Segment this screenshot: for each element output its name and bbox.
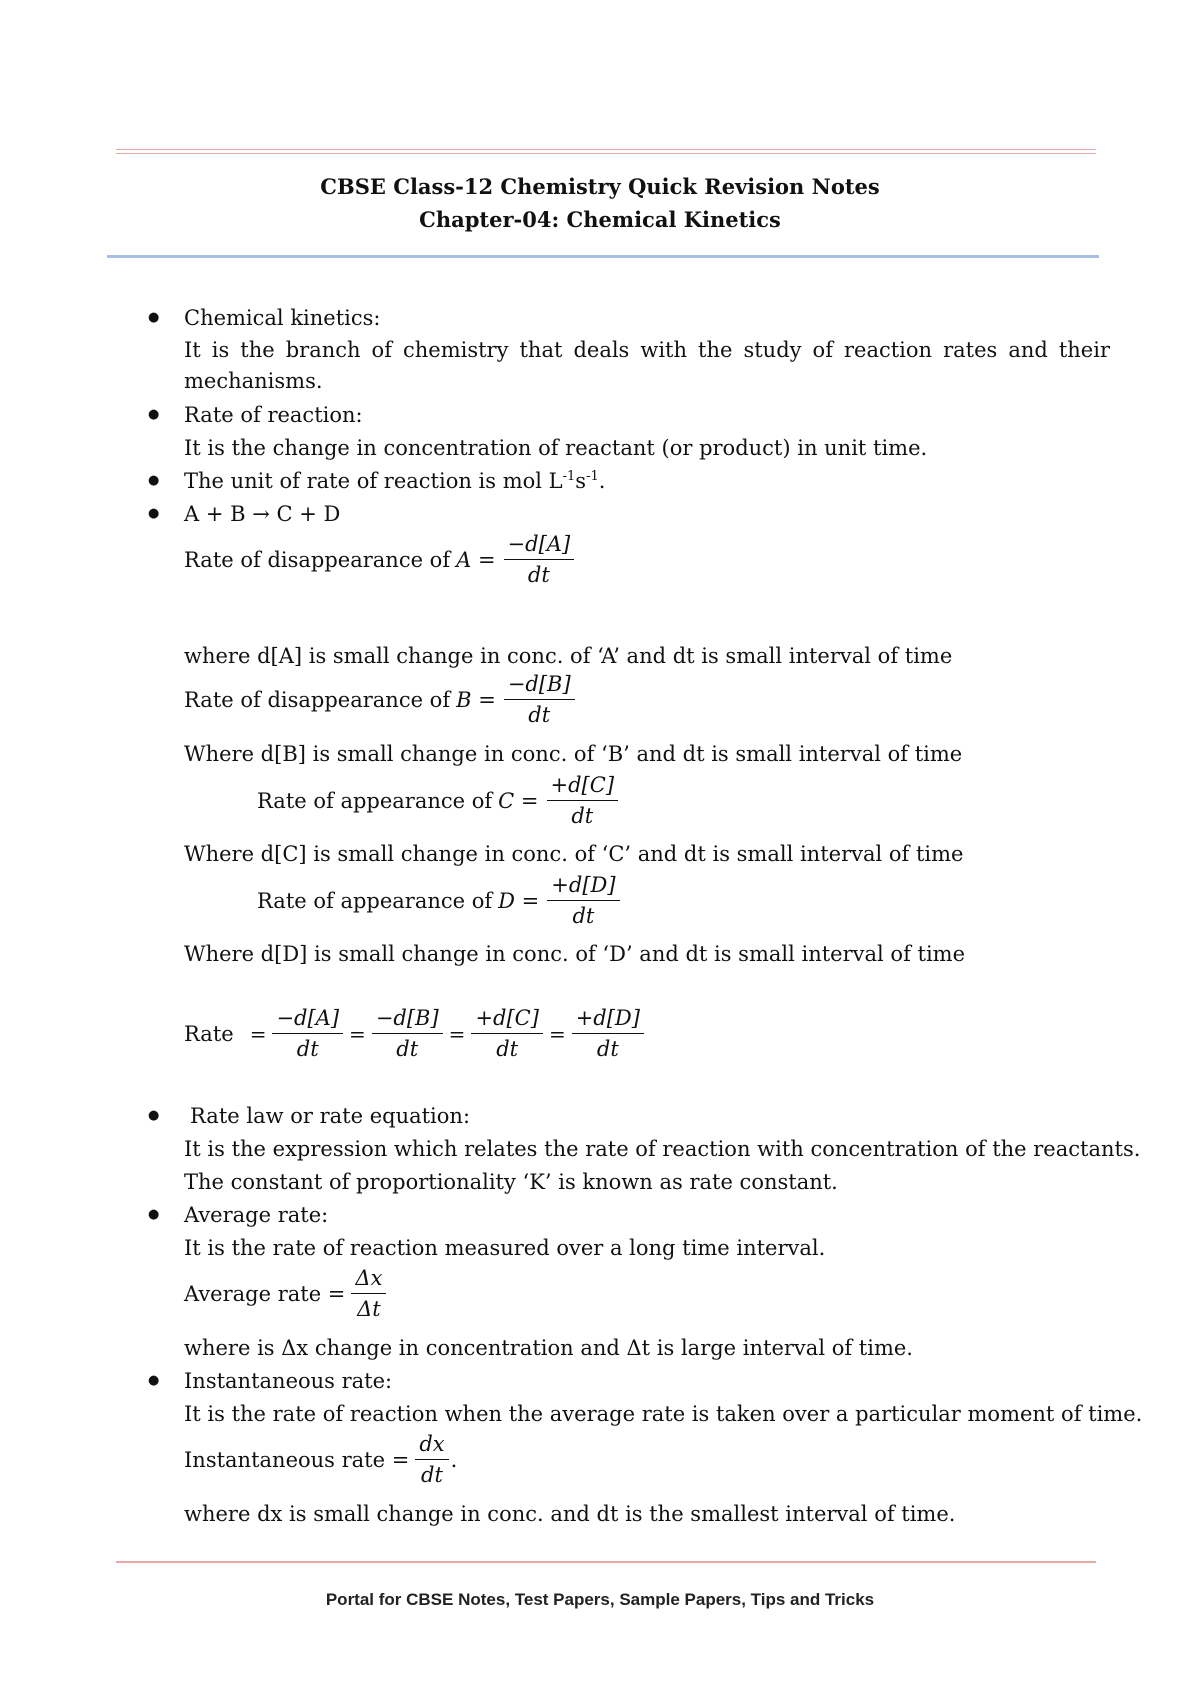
rate-law-heading: Rate law or rate equation:	[190, 1104, 471, 1128]
rate-law-text-1: It is the expression which relates the rate of reaction with concentration of the reactants.	[184, 1137, 1141, 1161]
combined-rate-equation	[184, 1003, 646, 1064]
reaction-equation: A + B → C + D	[184, 502, 341, 526]
dis-a-var: A =	[456, 547, 496, 572]
rate-disappearance-b	[184, 669, 577, 730]
bullet-icon: ●	[148, 1207, 160, 1222]
bullet-icon: ●	[148, 473, 160, 488]
header-rule-top	[116, 149, 1096, 150]
app-c-var: C =	[498, 788, 539, 813]
dis-b-label: Rate of disappearance of	[184, 687, 451, 712]
fraction-numerator: +d[D]	[572, 1003, 644, 1034]
average-text: It is the rate of reaction measured over a long time interval.	[184, 1236, 826, 1260]
fraction-denominator: dt	[421, 1463, 443, 1487]
kinetics-text-1: It is the branch of chemistry that deals with the study of reaction rates and their	[184, 338, 1110, 362]
chapter-title: Chapter-04: Chemical Kinetics	[419, 207, 781, 232]
fraction-denominator: dt	[572, 904, 595, 928]
rate-term-b	[372, 1003, 443, 1064]
fraction-denominator: dt	[571, 804, 594, 828]
document-title: CBSE Class-12 Chemistry Quick Revision Notes	[320, 174, 880, 199]
fraction-denominator: dt	[527, 563, 550, 587]
average-where: where is Δx change in concentration and Δt is large interval of time.	[184, 1336, 913, 1360]
dis-b-fraction	[504, 669, 575, 730]
fraction-numerator: +d[D]	[547, 870, 619, 901]
fraction-numerator: −d[A]	[272, 1003, 343, 1034]
unit-suffix: .	[598, 469, 606, 493]
fraction-numerator: dx	[415, 1429, 448, 1460]
app-c-label: Rate of appearance of	[257, 788, 493, 813]
header-rule-top-second	[116, 153, 1096, 154]
app-d-fraction	[547, 870, 619, 931]
footer-rule	[116, 1561, 1096, 1563]
instant-where: where dx is small change in conc. and dt is the smallest interval of time.	[184, 1502, 956, 1526]
bullet-icon: ●	[148, 407, 160, 422]
fraction-denominator: dt	[496, 1037, 519, 1061]
average-formula-label: Average rate =	[184, 1281, 346, 1306]
unit-mid: s	[575, 469, 587, 493]
header-rule-blue	[107, 255, 1099, 258]
fraction-numerator: −d[B]	[504, 669, 575, 700]
rate-term-c	[471, 1003, 543, 1064]
rate-label: Rate	[184, 1021, 234, 1046]
fraction-numerator: +d[C]	[471, 1003, 543, 1034]
average-heading: Average rate:	[184, 1203, 329, 1227]
equals-sign: =	[249, 1021, 267, 1046]
fraction-denominator: dt	[596, 1037, 619, 1061]
app-c-fraction	[547, 770, 619, 831]
dis-a-fraction	[504, 529, 575, 590]
dis-b-var: B =	[456, 687, 496, 712]
fraction-denominator: Δt	[357, 1297, 381, 1321]
footer-text: Portal for CBSE Notes, Test Papers, Sample Papers, Tips and Tricks	[325, 1590, 875, 1609]
dis-a-label: Rate of disappearance of	[184, 547, 451, 572]
where-c: Where d[C] is small change in conc. of ‘C’ and dt is small interval of time	[184, 842, 964, 866]
rate-heading: Rate of reaction:	[184, 403, 363, 427]
rate-appearance-c	[257, 770, 620, 831]
rate-text: It is the change in concentration of reactant (or product) in unit time.	[184, 436, 928, 460]
unit-exp-1: -1	[562, 469, 576, 484]
instant-fraction	[415, 1429, 448, 1490]
unit-line	[184, 468, 605, 494]
average-rate-formula	[184, 1263, 388, 1324]
fraction-numerator: −d[A]	[504, 529, 575, 560]
bullet-icon: ●	[148, 1373, 160, 1388]
instant-rate-formula	[184, 1429, 457, 1490]
instant-text: It is the rate of reaction when the average rate is taken over a particular moment of time.	[184, 1402, 1143, 1426]
where-b: Where d[B] is small change in conc. of ‘B’ and dt is small interval of time	[184, 742, 963, 766]
bullet-icon: ●	[148, 506, 160, 521]
fraction-denominator: dt	[396, 1037, 419, 1061]
rate-term-a	[272, 1003, 343, 1064]
fraction-denominator: dt	[528, 703, 551, 727]
rate-law-text-2: The constant of proportionality ‘K’ is known as rate constant.	[184, 1170, 838, 1194]
fraction-numerator: +d[C]	[547, 770, 619, 801]
instant-heading: Instantaneous rate:	[184, 1369, 393, 1393]
equals-sign: =	[349, 1021, 366, 1046]
where-a: where d[A] is small change in conc. of ‘A’ and dt is small interval of time	[184, 644, 953, 668]
rate-term-d	[572, 1003, 644, 1064]
bullet-icon: ●	[148, 1108, 160, 1123]
kinetics-heading: Chemical kinetics:	[184, 306, 381, 330]
fraction-numerator: Δx	[351, 1263, 386, 1294]
unit-exp-2: -1	[586, 469, 599, 484]
rate-appearance-d	[257, 870, 622, 931]
app-d-label: Rate of appearance of	[257, 888, 493, 913]
unit-prefix: The unit of rate of reaction is mol L	[184, 469, 563, 493]
kinetics-text-2: mechanisms.	[184, 369, 323, 393]
app-d-var: D =	[498, 888, 540, 913]
average-fraction	[351, 1263, 386, 1324]
where-d: Where d[D] is small change in conc. of ‘D’ and dt is small interval of time	[184, 942, 966, 966]
bullet-icon: ●	[148, 310, 160, 325]
rate-disappearance-a	[184, 529, 576, 590]
instant-dot: .	[450, 1447, 458, 1472]
fraction-denominator: dt	[296, 1037, 319, 1061]
equals-sign: =	[548, 1021, 566, 1046]
instant-formula-label: Instantaneous rate =	[184, 1447, 410, 1472]
equals-sign: =	[448, 1021, 466, 1046]
fraction-numerator: −d[B]	[372, 1003, 443, 1034]
